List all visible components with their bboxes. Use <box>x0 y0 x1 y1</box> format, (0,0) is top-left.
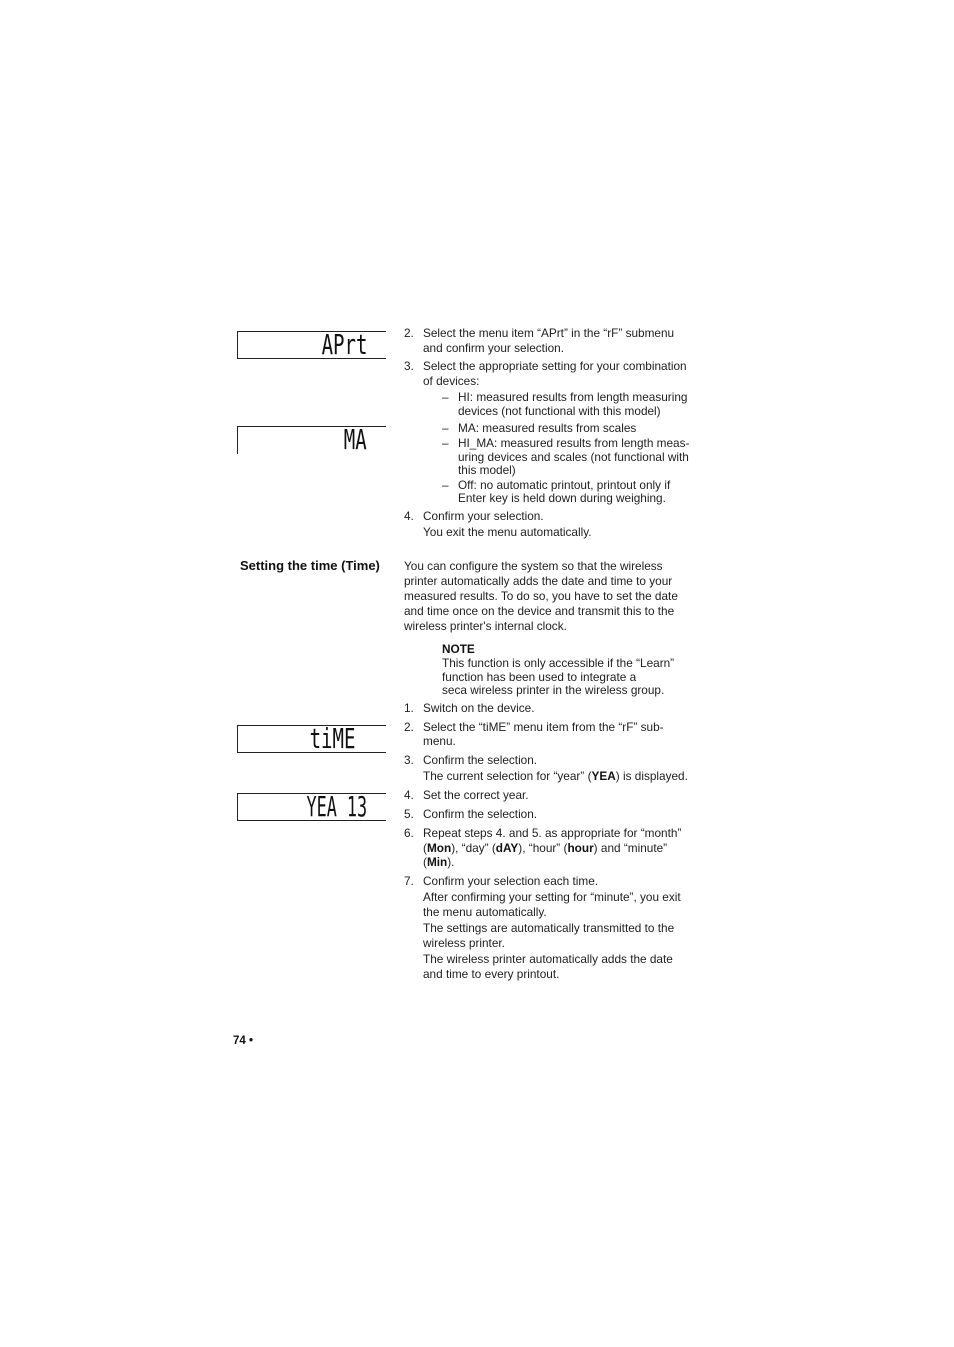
step-text-line: Select the appropriate setting for your combination <box>423 358 687 373</box>
step-text-line: Select the menu item “APrt” in the “rF” submenu <box>423 325 675 340</box>
intro-line: printer automatically adds the date and time to your <box>404 573 673 588</box>
step-text-line: Select the “tiME” menu item from the “rF” sub- <box>423 719 664 734</box>
step-text-line <box>423 855 454 870</box>
option-text-line: devices (not functional with this model) <box>458 403 661 418</box>
step-text-line: Confirm the selection. <box>423 752 538 767</box>
step-result-line: the menu automatically. <box>423 904 547 919</box>
step-text-line: Confirm your selection each time. <box>423 873 599 888</box>
step-result-line: The wireless printer automatically adds the date <box>423 951 673 966</box>
step-number: 1. <box>404 700 414 715</box>
text-segment: ) is displayed. <box>615 768 688 783</box>
step-result-line: and time to every printout. <box>423 966 560 981</box>
step-number: 4. <box>404 508 414 523</box>
display-readout: APrt <box>321 328 367 361</box>
note-line: seca wireless printer in the wireless group. <box>442 682 665 697</box>
option-text-line: Off: no automatic printout, printout only if <box>458 477 671 492</box>
text-segment: ), “day” ( <box>451 840 496 855</box>
step-result-line: wireless printer. <box>423 935 505 950</box>
step-text-line: Confirm your selection. <box>423 508 544 523</box>
intro-line: measured results. To do so, you have to set the date <box>404 588 678 603</box>
text-segment: ), “hour” ( <box>518 840 568 855</box>
step-number: 6. <box>404 825 414 840</box>
text-segment: ). <box>447 854 455 869</box>
step-text-line <box>423 841 667 856</box>
note-label: NOTE <box>442 641 475 656</box>
dash-bullet: – <box>442 420 449 435</box>
option-text-line: HI: measured results from length measuring <box>458 389 688 404</box>
step-number: 3. <box>404 752 414 767</box>
step-result-line: After confirming your setting for “minute”, you exit <box>423 889 681 904</box>
display-code: Min <box>426 854 448 869</box>
step-number: 7. <box>404 873 414 888</box>
note-line: This function is only accessible if the “Learn” <box>442 655 675 670</box>
step-text-line: and confirm your selection. <box>423 340 564 355</box>
step-number: 3. <box>404 358 414 373</box>
step-text-line: Repeat steps 4. and 5. as appropriate for “month” <box>423 825 682 840</box>
text-segment: ) and “minute” <box>593 840 668 855</box>
step-text-line: Switch on the device. <box>423 700 535 715</box>
option-text-line: MA: measured results from scales <box>458 420 637 435</box>
step-number: 5. <box>404 806 414 821</box>
step-result-line <box>423 769 688 784</box>
page-number: 74 • <box>233 1035 254 1047</box>
intro-line: wireless printer's internal clock. <box>404 618 567 633</box>
display-code: Mon <box>426 840 452 855</box>
display-time <box>237 722 386 755</box>
text-segment: ( <box>423 840 427 855</box>
display-readout: tiME <box>309 722 355 755</box>
step-result-line: The settings are automatically transmitted to the <box>423 920 675 935</box>
display-aprt <box>237 328 386 361</box>
step-result-line: You exit the menu automatically. <box>423 524 592 539</box>
dash-bullet: – <box>442 477 449 492</box>
display-readout: MA <box>344 423 367 456</box>
step-number: 4. <box>404 787 414 802</box>
step-text-line: menu. <box>423 733 456 748</box>
intro-line: and time once on the device and transmit this to the <box>404 603 675 618</box>
display-ma <box>237 423 386 456</box>
step-number: 2. <box>404 325 414 340</box>
option-text-line: HI_MA: measured results from length meas- <box>458 435 690 450</box>
display-code: hour <box>567 840 594 855</box>
step-text-line: of devices: <box>423 373 480 388</box>
display-code: YEA <box>591 768 616 783</box>
display-readout: YEA 13 <box>306 790 367 823</box>
option-text-line: uring devices and scales (not functional with <box>458 449 689 464</box>
option-text-line: this model) <box>458 462 516 477</box>
step-text-line: Set the correct year. <box>423 787 529 802</box>
dash-bullet: – <box>442 389 449 404</box>
text-segment: ( <box>423 854 427 869</box>
section-heading: Setting the time (Time) <box>240 558 380 573</box>
step-text-line: Confirm the selection. <box>423 806 538 821</box>
step-number: 2. <box>404 719 414 734</box>
note-line: function has been used to integrate a <box>442 669 637 684</box>
display-code: dAY <box>495 840 519 855</box>
option-text-line: Enter key is held down during weighing. <box>458 490 666 505</box>
intro-line: You can configure the system so that the wireless <box>404 558 663 573</box>
text-segment: The current selection for “year” ( <box>423 768 592 783</box>
dash-bullet: – <box>442 435 449 450</box>
display-year <box>237 790 386 823</box>
